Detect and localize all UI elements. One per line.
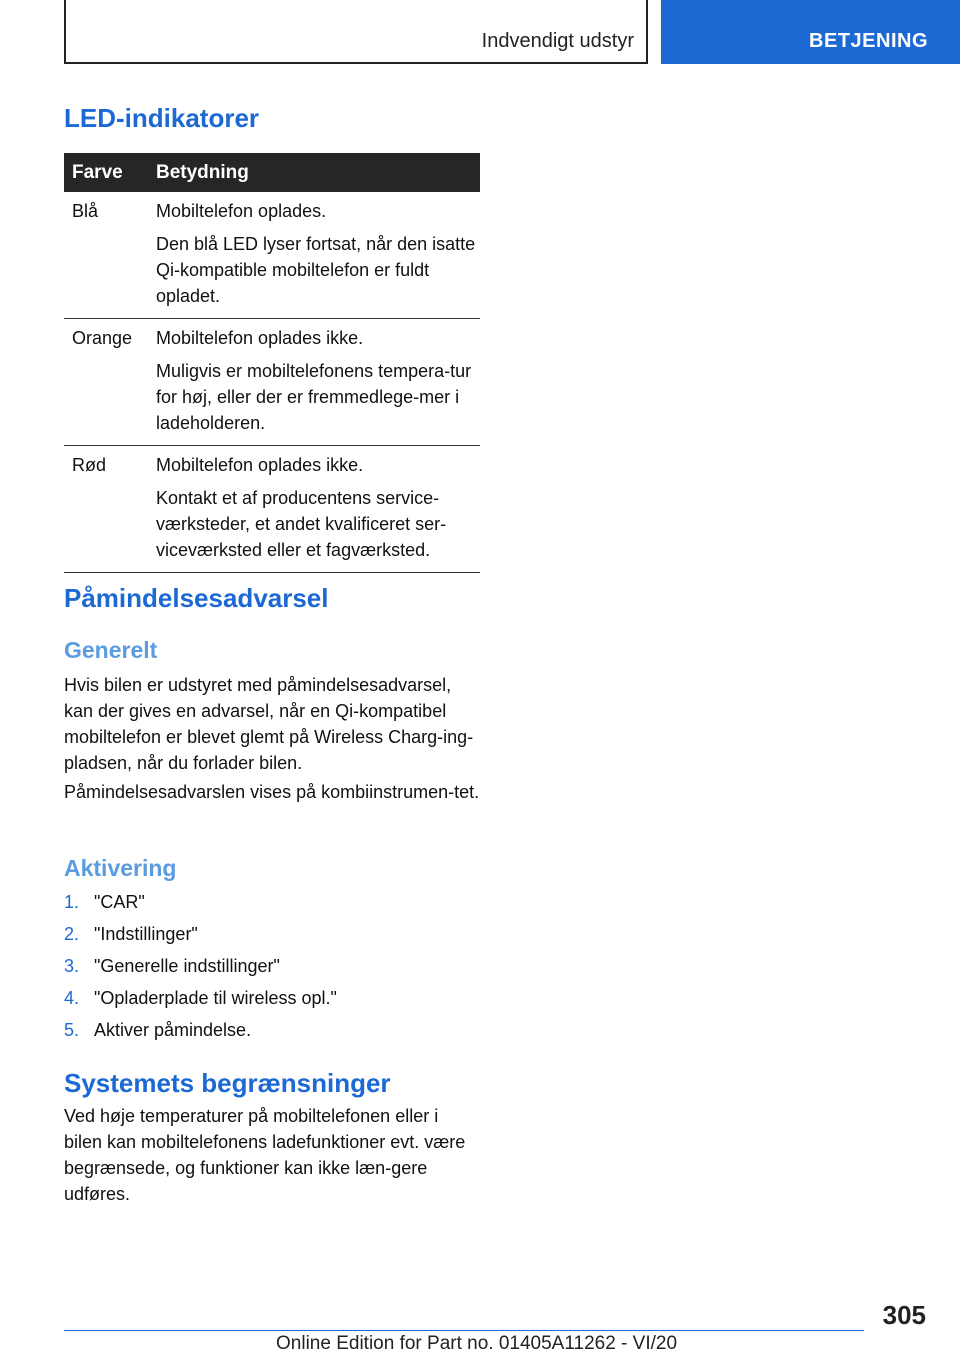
led-indicators-heading: LED-indikatorer	[64, 103, 260, 133]
general-paragraph-1: Hvis bilen er udstyret med påmindelsesadvarsel, kan der gives en advarsel, når en Qi-kompatibel mobiltelefon er blevet glemt på Wireless Charg-ing-pladsen, når du forlader bilen.	[64, 675, 474, 773]
header-section-box	[64, 0, 648, 64]
table-row	[64, 446, 480, 573]
step-text: "CAR"	[94, 892, 145, 912]
column-header-color: Farve	[64, 153, 148, 192]
footer-divider	[64, 1330, 864, 1331]
led-status-text: Mobiltelefon oplades ikke.	[156, 328, 364, 348]
step-number: 3.	[64, 956, 80, 976]
header-chapter-title: BETJENING	[809, 30, 928, 52]
step-text: "Generelle indstillinger"	[94, 956, 280, 976]
table-row	[64, 319, 480, 446]
limits-heading: Systemets begrænsninger	[64, 1068, 391, 1098]
footer-edition: Online Edition for Part no. 01405A11262 - VI/20	[276, 1333, 678, 1354]
led-meaning-cell	[148, 446, 480, 573]
list-item	[64, 1017, 480, 1049]
list-item	[64, 889, 480, 921]
led-color-cell: Rød	[64, 446, 148, 573]
header-chapter-tab[interactable]	[661, 0, 960, 64]
general-subheading: Generelt	[64, 637, 158, 663]
list-item	[64, 921, 480, 953]
led-detail-text: Muligvis er mobiltelefonens tempera-tur for høj, eller der er fremmedlege-mer i ladeholderen.	[156, 361, 472, 433]
led-meaning-cell	[148, 192, 480, 319]
step-text: "Indstillinger"	[94, 924, 198, 944]
step-number: 4.	[64, 988, 80, 1008]
led-table-header	[64, 153, 480, 192]
led-detail-text: Kontakt et af producentens service-værksteder, et andet kvalificeret ser-viceværksted eller et fagværksted.	[156, 488, 447, 560]
led-detail-text: Den blå LED lyser fortsat, når den isatte Qi-kompatible mobiltelefon er fuldt opladet.	[156, 234, 476, 306]
header-section-title: Indvendigt udstyr	[481, 30, 634, 52]
led-color-cell: Orange	[64, 319, 148, 446]
led-color-cell: Blå	[64, 192, 148, 319]
led-status-text: Mobiltelefon oplades.	[156, 201, 327, 221]
led-table	[64, 153, 480, 573]
page-number: 305	[882, 1300, 926, 1330]
column-header-meaning: Betydning	[148, 153, 480, 192]
step-number: 1.	[64, 892, 80, 912]
list-item	[64, 953, 480, 985]
activation-subheading: Aktivering	[64, 855, 177, 881]
table-row	[64, 192, 480, 319]
led-status-text: Mobiltelefon oplades ikke.	[156, 455, 364, 475]
step-number: 5.	[64, 1020, 80, 1040]
list-item	[64, 985, 480, 1017]
led-meaning-cell	[148, 319, 480, 446]
step-text: "Opladerplade til wireless opl."	[94, 988, 337, 1008]
activation-steps	[64, 889, 480, 1049]
step-number: 2.	[64, 924, 80, 944]
general-paragraph-2: Påmindelsesadvarslen vises på kombiinstrumen-tet.	[64, 782, 480, 802]
limits-paragraph: Ved høje temperaturer på mobiltelefonen eller i bilen kan mobiltelefonens ladefunktioner evt. være begrænsede, og funktioner kan ikke læn-gere udføres.	[64, 1106, 466, 1204]
step-text: Aktiver påmindelse.	[94, 1020, 252, 1040]
reminder-heading: Påmindelsesadvarsel	[64, 583, 329, 613]
